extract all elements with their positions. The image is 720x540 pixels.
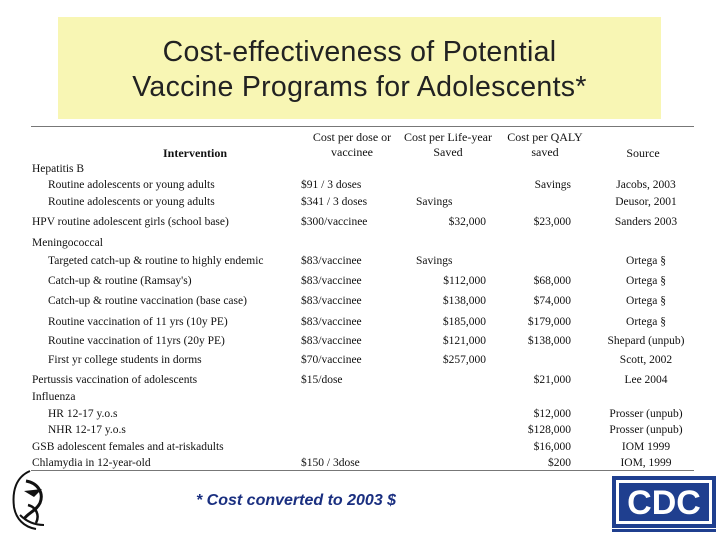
row-cost-per-dose: $70/vaccinee (301, 354, 362, 366)
row-intervention: First yr college students in dorms (48, 354, 202, 366)
row-intervention: HPV routine adolescent girls (school base) (32, 216, 229, 228)
row-source: Lee 2004 (624, 374, 668, 386)
row-cost-per-dose: $91 / 3 doses (301, 179, 362, 191)
row-cost-per-dose: $341 / 3 doses (301, 196, 368, 208)
table-bottom-rule (31, 470, 694, 471)
row-cost-per-life-year: $121,000 (442, 335, 486, 347)
row-cost-per-qaly: $200 (548, 457, 571, 469)
row-intervention: Routine vaccination of 11 yrs (10y PE) (48, 316, 228, 328)
row-intervention: Pertussis vaccination of adolescents (32, 374, 198, 386)
row-cost-per-qaly: $74,000 (533, 295, 571, 307)
row-source: Sanders 2003 (614, 216, 678, 228)
row-source: Ortega § (626, 295, 666, 307)
row-cost-per-dose: $83/vaccinee (301, 335, 362, 347)
row-cost-per-qaly: $23,000 (533, 216, 571, 228)
row-intervention: Influenza (32, 391, 76, 403)
row-source: Ortega § (626, 255, 666, 267)
row-cost-per-dose: $150 / 3dose (301, 457, 360, 469)
title-line-1: Cost-effectiveness of Potential (162, 36, 557, 68)
row-cost-per-qaly: $21,000 (533, 374, 571, 386)
row-source: Jacobs, 2003 (616, 179, 676, 191)
row-source: Prosser (unpub) (609, 408, 683, 420)
row-cost-per-qaly: $68,000 (533, 275, 571, 287)
row-cost-per-life-year: $138,000 (442, 295, 486, 307)
row-cost-per-dose: $15/dose (301, 374, 343, 386)
row-source: Deusor, 2001 (615, 196, 677, 208)
row-source: Prosser (unpub) (609, 424, 683, 436)
row-source: IOM, 1999 (620, 457, 672, 469)
row-intervention: Routine adolescents or young adults (48, 179, 215, 191)
footnote: * Cost converted to 2003 $ (196, 492, 397, 509)
row-cost-per-life-year: $185,000 (442, 316, 486, 328)
row-cost-per-life-year: $257,000 (442, 354, 486, 366)
title-box (58, 17, 661, 119)
row-source: Shepard (unpub) (607, 335, 685, 347)
row-cost-per-qaly: $12,000 (533, 408, 571, 420)
hhs-eagle-logo (10, 467, 52, 531)
header-cost-per-dose: Cost per dose or vaccinee (312, 130, 392, 159)
row-intervention: Routine vaccination of 11yrs (20y PE) (48, 335, 225, 347)
row-cost-per-life-year: Savings (416, 255, 453, 267)
row-source: Scott, 2002 (619, 354, 673, 366)
row-source: Ortega § (626, 275, 666, 287)
row-source: Ortega § (626, 316, 666, 328)
row-intervention: NHR 12-17 y.o.s (48, 424, 126, 436)
row-intervention: Meningococcal (32, 237, 103, 249)
header-cost-per-qaly: Cost per QALY saved (507, 130, 583, 159)
cdc-logo-icon (612, 476, 716, 532)
header-source: Source (626, 146, 660, 160)
row-intervention: HR 12-17 y.o.s (48, 408, 118, 420)
row-cost-per-qaly: $179,000 (527, 316, 571, 328)
row-cost-per-qaly: Savings (534, 179, 571, 191)
row-cost-per-dose: $83/vaccinee (301, 295, 362, 307)
row-cost-per-dose: $83/vaccinee (301, 316, 362, 328)
row-cost-per-life-year: $112,000 (443, 275, 486, 287)
cdc-logo (612, 476, 716, 532)
cdc-logo-text: CDC (627, 484, 701, 522)
row-intervention: Chlamydia in 12-year-old (32, 457, 151, 469)
row-intervention: Targeted catch-up & routine to highly endemic (48, 255, 264, 267)
page-title (58, 35, 661, 105)
row-cost-per-life-year: $32,000 (448, 216, 486, 228)
hhs-eagle-icon (10, 467, 52, 531)
row-cost-per-qaly: $138,000 (527, 335, 571, 347)
header-cost-per-life-year: Cost per Life-year Saved (404, 130, 492, 159)
row-source: IOM 1999 (621, 441, 671, 453)
row-cost-per-dose: $83/vaccinee (301, 255, 362, 267)
row-cost-per-dose: $83/vaccinee (301, 275, 362, 287)
row-cost-per-qaly: $128,000 (527, 424, 571, 436)
row-intervention: Hepatitis B (32, 163, 85, 175)
row-cost-per-dose: $300/vaccinee (301, 216, 368, 228)
row-intervention: GSB adolescent females and at-riskadults (32, 441, 224, 453)
header-intervention: Intervention (163, 146, 227, 160)
row-intervention: Catch-up & routine vaccination (base case) (48, 295, 247, 307)
row-intervention: Catch-up & routine (Ramsay's) (48, 275, 192, 287)
row-intervention: Routine adolescents or young adults (48, 196, 215, 208)
row-cost-per-qaly: $16,000 (533, 441, 571, 453)
table-top-rule (31, 126, 694, 127)
row-cost-per-life-year: Savings (416, 196, 453, 208)
title-line-2: Vaccine Programs for Adolescents* (132, 71, 587, 103)
